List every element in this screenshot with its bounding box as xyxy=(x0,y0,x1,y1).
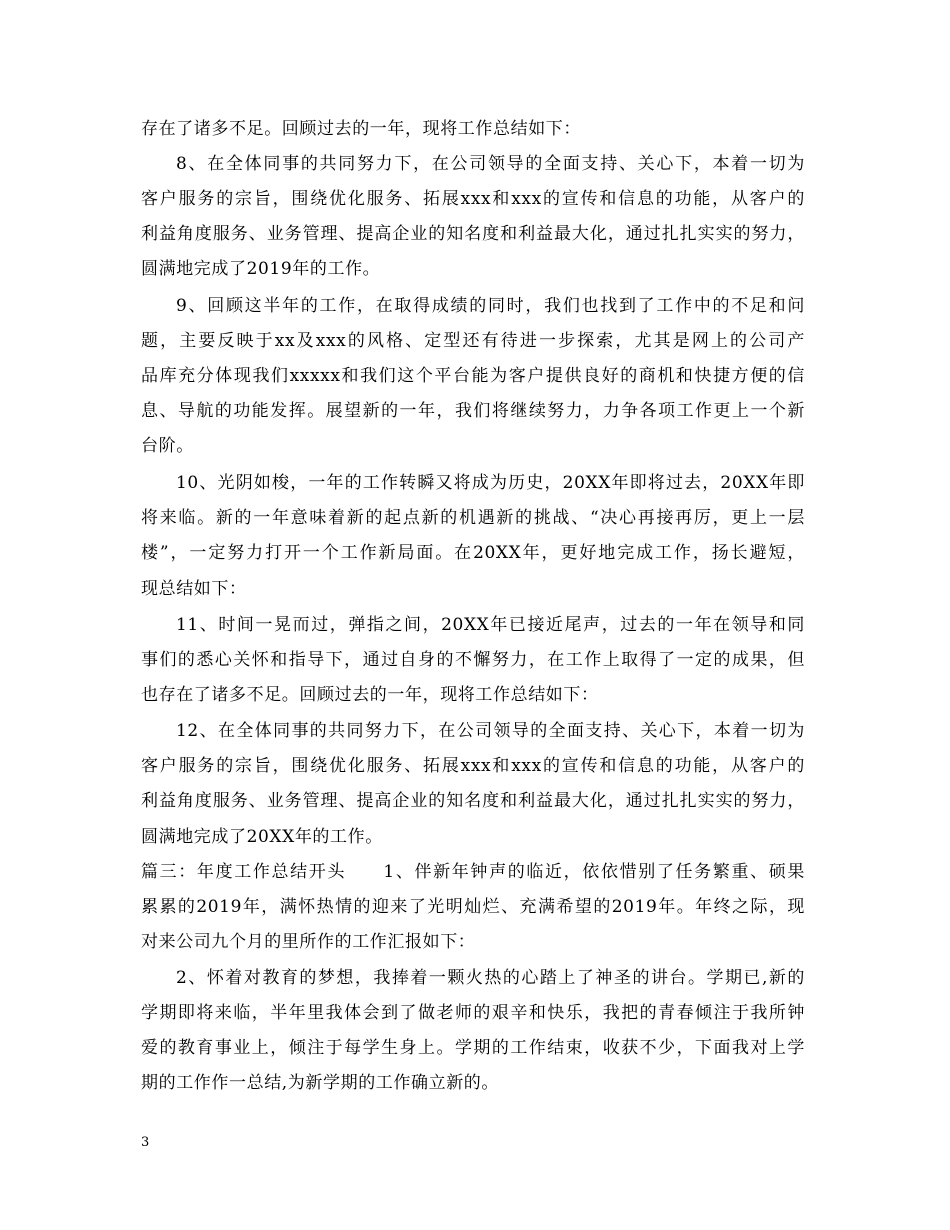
text-line: 期的工作作一总结,为新学期的工作确立新的。 xyxy=(141,1073,500,1093)
text-line: 客户服务的宗旨，围绕优化服务、拓展xxx和xxx的宣传和信息的功能，从客户的 xyxy=(141,756,805,776)
text-line: 息、导航的功能发挥。展望新的一年，我们将继续努力，力争各项工作更上一个新 xyxy=(141,401,805,421)
text-line: 楼”，一定努力打开一个工作新局面。在20XX年，更好地完成工作，扬长避短， xyxy=(141,543,805,563)
text-line: 客户服务的宗旨，围绕优化服务、拓展xxx和xxx的宣传和信息的功能，从客户的 xyxy=(141,189,805,209)
text-line: 11、时间一晃而过，弹指之间，20XX年已接近尾声，过去的一年在领导和同 xyxy=(176,615,805,635)
text-line: 圆满地完成了2019年的工作。 xyxy=(141,259,381,279)
text-line: 事们的悉心关怀和指导下，通过自身的不懈努力，在工作上取得了一定的成果，但 xyxy=(141,650,805,670)
text-line: 学期即将来临，半年里我体会到了做老师的艰辛和快乐，我把的青春倾注于我所钟 xyxy=(141,1003,805,1023)
text-line: 现总结如下： xyxy=(141,579,247,599)
text-line: 8、在全体同事的共同努力下，在公司领导的全面支持、关心下，本着一切为 xyxy=(176,154,805,174)
text-line: 品库充分体现我们xxxxx和我们这个平台能为客户提供良好的商机和快捷方便的信 xyxy=(141,366,805,386)
text-line: 9、回顾这半年的工作，在取得成绩的同时，我们也找到了工作中的不足和问 xyxy=(176,296,805,316)
text-line: 将来临。新的一年意味着新的起点新的机遇新的挑战、“决心再接再厉，更上一层 xyxy=(141,508,805,528)
text-line: 2、怀着对教育的梦想，我捧着一颗火热的心踏上了神圣的讲台。学期已,新的 xyxy=(176,968,805,988)
text-line: 台阶。 xyxy=(141,436,194,456)
page-number: 3 xyxy=(141,1135,150,1150)
text-line: 题，主要反映于xx及xxx的风格、定型还有待进一步探索，尤其是网上的公司产 xyxy=(141,331,805,351)
section-heading-line: 篇三：年度工作总结开头 1、伴新年钟声的临近，依依惜别了任务繁重、硕果 xyxy=(141,862,805,882)
text-line: 10、光阴如梭，一年的工作转瞬又将成为历史，20XX年即将过去，20XX年即 xyxy=(176,473,805,493)
text-line: 累累的2019年，满怀热情的迎来了光明灿烂、充满希望的2019年。年终之际，现 xyxy=(141,897,805,917)
text-line: 爱的教育事业上，倾注于每学生身上。学期的工作结束，收获不少，下面我对上学 xyxy=(141,1038,805,1058)
text-line: 圆满地完成了20XX年的工作。 xyxy=(141,827,383,847)
text-line: 对来公司九个月的里所作的工作汇报如下： xyxy=(141,932,476,952)
text-line: 12、在全体同事的共同努力下，在公司领导的全面支持、关心下，本着一切为 xyxy=(176,721,805,741)
text-line: 利益角度服务、业务管理、提高企业的知名度和利益最大化，通过扎扎实实的努力， xyxy=(141,791,805,811)
text-line: 也存在了诸多不足。回顾过去的一年，现将工作总结如下： xyxy=(141,685,599,705)
text-line: 存在了诸多不足。回顾过去的一年，现将工作总结如下： xyxy=(141,119,581,139)
text-line: 利益角度服务、业务管理、提高企业的知名度和利益最大化，通过扎扎实实的努力， xyxy=(141,224,805,244)
